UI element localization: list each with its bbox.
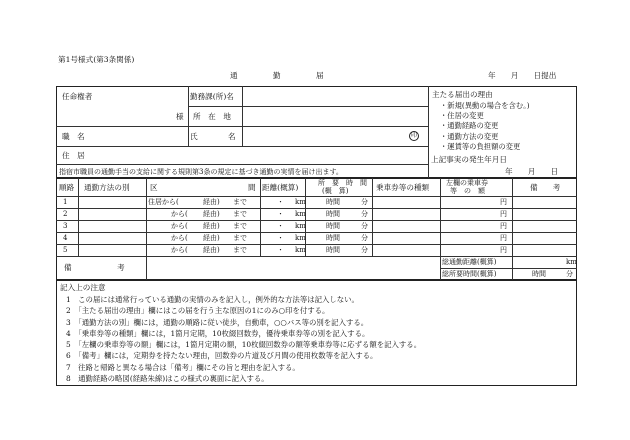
reason-title: 主たる届出の理由 xyxy=(432,90,493,99)
row-via: 経由) xyxy=(203,246,220,254)
form-title: 通 勤 届 xyxy=(230,71,325,80)
row-hour: 時間 xyxy=(326,234,340,242)
location-label: 所 在 地 xyxy=(193,112,231,121)
row-dot: ・ xyxy=(277,198,284,206)
row-yen: 円 xyxy=(500,198,507,206)
row-to: まで xyxy=(233,246,247,254)
row-dot: ・ xyxy=(277,246,284,254)
row-yen: 円 xyxy=(500,246,507,254)
row-dot: ・ xyxy=(277,222,284,230)
row-dot: ・ xyxy=(277,210,284,218)
header-ticket: 乗車券等の種類 xyxy=(376,183,430,192)
note-item: 7 往路と帰路と異なる場合は「備考」欄にその旨と理由を記入する。 xyxy=(66,362,300,372)
name-label: 氏 名 xyxy=(190,132,236,141)
note-item: 6 「備考」欄には，定期券を持たない理由，回数券の片道及び月間の使用枚数等を記入する。 xyxy=(66,351,378,361)
row-yen: 円 xyxy=(500,234,507,242)
reason-item: ・運賃等の負担額の変更 xyxy=(440,141,521,151)
total-distance-label: 総通勤距離(概算) xyxy=(442,258,497,266)
note-item: 1 この届には通常行っている通勤の実情のみを記入し，例外的な方法等は記入しない。 xyxy=(66,295,359,304)
position-label: 職 名 xyxy=(62,132,85,141)
row-number: 5 xyxy=(63,246,68,254)
table-row xyxy=(0,211,630,221)
row-hour: 時間 xyxy=(326,246,340,254)
row-km: km xyxy=(295,246,306,254)
header-price: 左欄の乗車券 xyxy=(446,179,488,187)
note-item: 3 「通勤方法の別」欄には，通勤の順路に従い徒歩，自動車，○○バス等の別を記入する。 xyxy=(66,317,369,327)
row-number: 1 xyxy=(63,198,68,206)
row-to: まで xyxy=(233,234,247,242)
seal-mark: 印 xyxy=(410,132,417,139)
row-to: まで xyxy=(233,210,247,218)
row-hour: 時間 xyxy=(326,198,340,206)
row-km: km xyxy=(295,234,306,242)
occurrence-label: 上記事実の発生年月日 xyxy=(431,155,507,164)
reason-item: ・住居の変更 xyxy=(440,111,484,121)
note-item: 5 「左欄の乗車券等の額」欄には，1箇月定期の額，10枚綴回数券の額等乗車券等に応ずる額を記入する。 xyxy=(66,340,422,350)
total-distance-unit: km xyxy=(566,258,577,266)
header-time-note: (概 算) xyxy=(322,187,349,195)
row-number: 2 xyxy=(63,210,68,218)
submit-date: 年 月 日提出 xyxy=(488,71,557,80)
note-item: 8 通勤経路の略図(経路朱線)はこの様式の裏面に記入する。 xyxy=(66,374,269,384)
row-via: 経由) xyxy=(203,198,220,206)
total-time-hour: 時間 xyxy=(532,270,546,278)
row-via: 経由) xyxy=(203,210,220,218)
header-distance: 距離(概算) xyxy=(262,183,299,192)
row-to: まで xyxy=(233,222,247,230)
table-row xyxy=(0,235,630,245)
row-from: 住居から( xyxy=(148,198,179,206)
header-section-left: 区 xyxy=(150,183,158,192)
note-item: 2 「主たる届出の理由」欄にはこの届を行う主な原因の1にのみ○印を付する。 xyxy=(66,306,330,316)
row-km: km xyxy=(295,222,306,230)
row-from: から( xyxy=(171,222,188,230)
row-number: 3 xyxy=(63,222,68,230)
row-to: まで xyxy=(233,198,247,206)
dept-label: 勤務課(所)名 xyxy=(190,92,234,101)
row-min: 分 xyxy=(361,198,368,206)
row-min: 分 xyxy=(361,234,368,242)
row-from: から( xyxy=(171,246,188,254)
row-min: 分 xyxy=(361,222,368,230)
reason-list xyxy=(440,101,530,152)
note-item: 4 「乗車券等の種類」欄には，1箇月定期，10枚綴回数券，優待乗車券等の別を記入する。 xyxy=(66,328,370,338)
reason-item: ・新規(異動の場合を含む。) xyxy=(440,101,530,110)
header-time: 所 要 時 間 xyxy=(318,179,367,187)
header-order: 順路 xyxy=(59,183,75,192)
reason-item: ・通勤経路の変更 xyxy=(440,121,499,131)
statement-text: 指宿市職員の通勤手当の支給に関する規則第3条の規定に基づき通勤の実情を届け出ます。 xyxy=(59,168,343,176)
table-row xyxy=(0,223,630,233)
row-from: から( xyxy=(171,210,188,218)
appointer-label: 任命権者 xyxy=(62,92,93,101)
row-km: km xyxy=(295,210,306,218)
row-from: から( xyxy=(171,234,188,242)
total-time-min: 分 xyxy=(566,270,573,278)
notes-list xyxy=(66,294,421,384)
row-min: 分 xyxy=(361,210,368,218)
row-via: 経由) xyxy=(203,234,220,242)
occurrence-date: 年 月 日 xyxy=(505,167,559,176)
table-row xyxy=(0,247,630,257)
row-hour: 時間 xyxy=(326,222,340,230)
row-min: 分 xyxy=(361,246,368,254)
form-number: 第1号様式(第3条関係) xyxy=(58,55,135,64)
row-hour: 時間 xyxy=(326,210,340,218)
row-yen: 円 xyxy=(500,222,507,230)
header-section-right: 間 xyxy=(248,183,256,192)
header-method: 通勤方法の別 xyxy=(84,183,130,192)
notes-title: 記入上の注意 xyxy=(60,283,106,292)
row-dot: ・ xyxy=(277,234,284,242)
reason-item: ・通勤方法の変更 xyxy=(440,131,499,141)
row-via: 経由) xyxy=(203,222,220,230)
total-time-label: 総所要時間(概算) xyxy=(442,270,497,278)
header-remarks: 備 考 xyxy=(530,183,561,192)
remarks-label: 備 考 xyxy=(64,263,125,272)
table-row xyxy=(0,199,630,209)
row-number: 4 xyxy=(63,234,68,242)
address-label: 住 居 xyxy=(62,151,85,160)
sama-label: 様 xyxy=(176,112,184,121)
header-price-note: 等 の 額 xyxy=(450,187,485,195)
row-yen: 円 xyxy=(500,210,507,218)
row-km: km xyxy=(295,198,306,206)
